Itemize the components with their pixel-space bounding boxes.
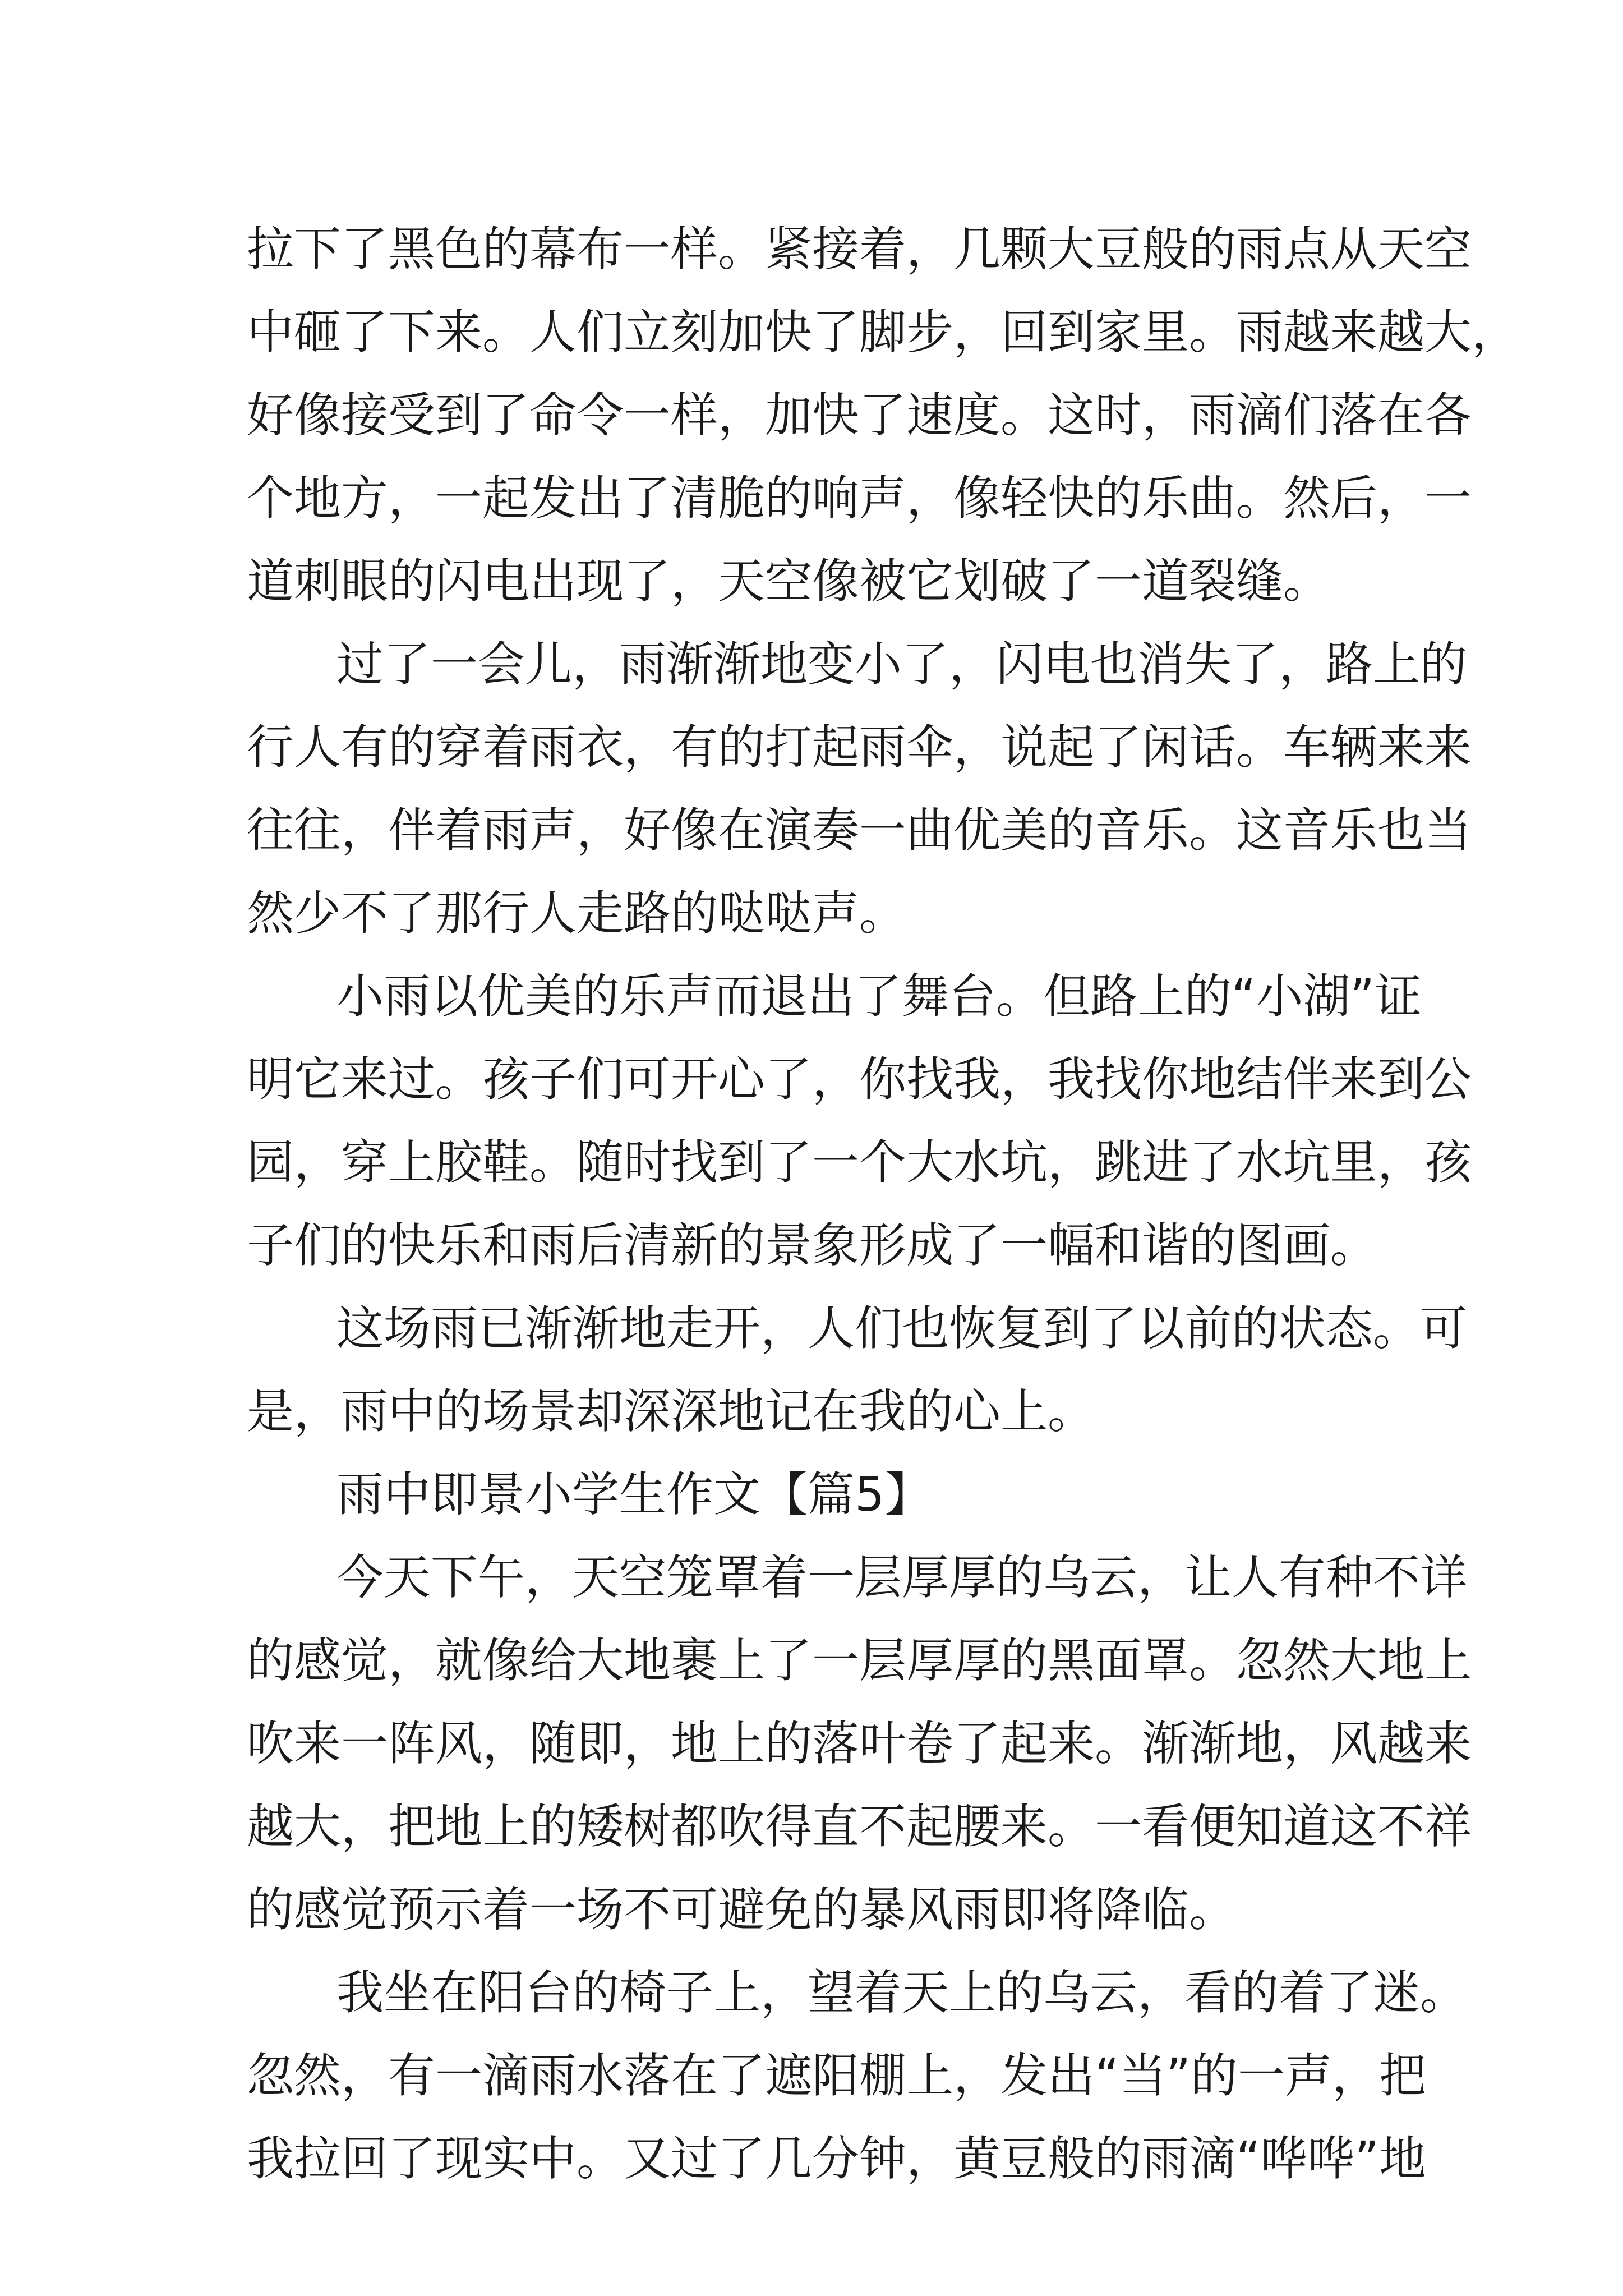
text-line: 子们的快乐和雨后清新的景象形成了一幅和谐的图画。 [247,1218,1378,1273]
paragraph-first-line: 过了一会儿，雨渐渐地变小了，闪电也消失了，路上的 [336,637,1468,692]
text-line: 行人有的穿着雨衣，有的打起雨伞，说起了闲话。车辆来来 [247,720,1472,775]
text-line: 往往，伴着雨声，好像在演奏一曲优美的音乐。这音乐也当 [247,803,1472,858]
paragraph-first-line: 今天下午，天空笼罩着一层厚厚的乌云，让人有种不详 [336,1550,1468,1605]
text-line: 的感觉预示着一场不可避免的暴风雨即将降临。 [247,1882,1237,1937]
text-line: 越大，把地上的矮树都吹得直不起腰来。一看便知道这不祥 [247,1799,1472,1854]
text-line: 道刺眼的闪电出现了，天空像被它划破了一道裂缝。 [247,554,1331,609]
paragraph-first-line: 小雨以优美的乐声而退出了舞台。但路上的“小湖”证 [336,969,1422,1024]
essay-body [247,208,1519,2200]
text-line: 忽然，有一滴雨水落在了遮阳棚上，发出“当”的一声，把 [247,2048,1427,2103]
text-line: 好像接受到了命令一样，加快了速度。这时，雨滴们落在各 [247,388,1472,443]
paragraph-first-line: 我坐在阳台的椅子上，望着天上的乌云，看的着了迷。 [336,1965,1468,2020]
text-line: 园，穿上胶鞋。随时找到了一个大水坑，跳进了水坑里，孩 [247,1135,1472,1190]
text-line: 中砸了下来。人们立刻加快了脚步，回到家里。雨越来越大， [247,305,1519,360]
text-line: 吹来一阵风，随即，地上的落叶卷了起来。渐渐地，风越来 [247,1716,1472,1771]
text-line: 我拉回了现实中。又过了几分钟，黄豆般的雨滴“哗哗”地 [247,2131,1427,2186]
text-line: 是，雨中的场景却深深地记在我的心上。 [247,1384,1095,1439]
text-line: 明它来过。孩子们可开心了，你找我，我找你地结伴来到公 [247,1052,1472,1107]
text-line: 然少不了那行人走路的哒哒声。 [247,886,907,941]
paragraph-first-line: 这场雨已渐渐地走开，人们也恢复到了以前的状态。可 [336,1301,1468,1356]
text-line: 拉下了黑色的幕布一样。紧接着，几颗大豆般的雨点从天空 [247,222,1472,277]
text-line: 的感觉，就像给大地裹上了一层厚厚的黑面罩。忽然大地上 [247,1633,1472,1688]
paragraph-first-line: 雨中即景小学生作文【篇5】 [336,1467,932,1522]
text-line: 个地方，一起发出了清脆的响声，像轻快的乐曲。然后，一 [247,471,1472,526]
